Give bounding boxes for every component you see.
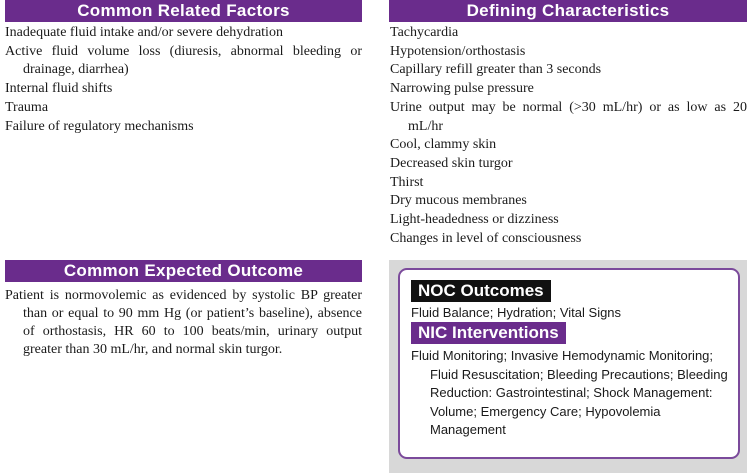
- nic-interventions-text: Fluid Monitoring; Invasive Hemodynamic Monitoring; Fluid Resuscitation; Bleeding Precautions; Bleeding Reduction: Gastrointestinal; Shock Management: Volume; Emergency Care; Hypovolemia Management: [411, 348, 728, 437]
- list-item: Changes in level of consciousness: [390, 230, 582, 246]
- nic-interventions-label: NIC Interventions: [411, 322, 566, 344]
- noc-outcomes-text: Fluid Balance; Hydration; Vital Signs: [411, 305, 622, 320]
- list-item: Internal fluid shifts: [5, 81, 113, 97]
- list-item: Tachycardia: [390, 25, 459, 40]
- list-item: Dry mucous membranes: [390, 193, 527, 209]
- list-item: Active fluid volume loss (diuresis, abnormal bleeding or drainage, diarrhea): [5, 43, 362, 78]
- list-item: Decreased skin turgor: [390, 155, 513, 171]
- related-factors-list: [5, 24, 362, 136]
- list-item: Light-headedness or dizziness: [390, 212, 559, 228]
- list-item: Cool, clammy skin: [390, 137, 497, 153]
- list-item: Hypotension/orthostasis: [390, 43, 526, 59]
- list-item: Urine output may be normal (>30 mL/hr) or as low as 20 mL/hr: [390, 99, 747, 134]
- noc-outcomes-label: NOC Outcomes: [411, 280, 551, 302]
- expected-outcome-text: Patient is normovolemic as evidenced by systolic BP greater than or equal to 90 mm Hg (or patient’s baseline), absence of orthostasis, HR 60 to 100 beats/min, urinary output greater than 30 mL/hr, and normal skin turgor.: [5, 288, 362, 357]
- list-item: Inadequate fluid intake and/or severe dehydration: [5, 25, 283, 40]
- related-factors-header: Common Related Factors: [5, 0, 362, 22]
- expected-outcome-header: Common Expected Outcome: [5, 260, 362, 282]
- defining-characteristics-list: [390, 24, 747, 248]
- list-item: Trauma: [5, 99, 49, 115]
- list-item: Thirst: [390, 174, 424, 190]
- list-item: Failure of regulatory mechanisms: [5, 118, 194, 134]
- list-item: Capillary refill greater than 3 seconds: [390, 62, 602, 78]
- defining-characteristics-header: Defining Characteristics: [389, 0, 747, 22]
- list-item: Narrowing pulse pressure: [390, 81, 534, 97]
